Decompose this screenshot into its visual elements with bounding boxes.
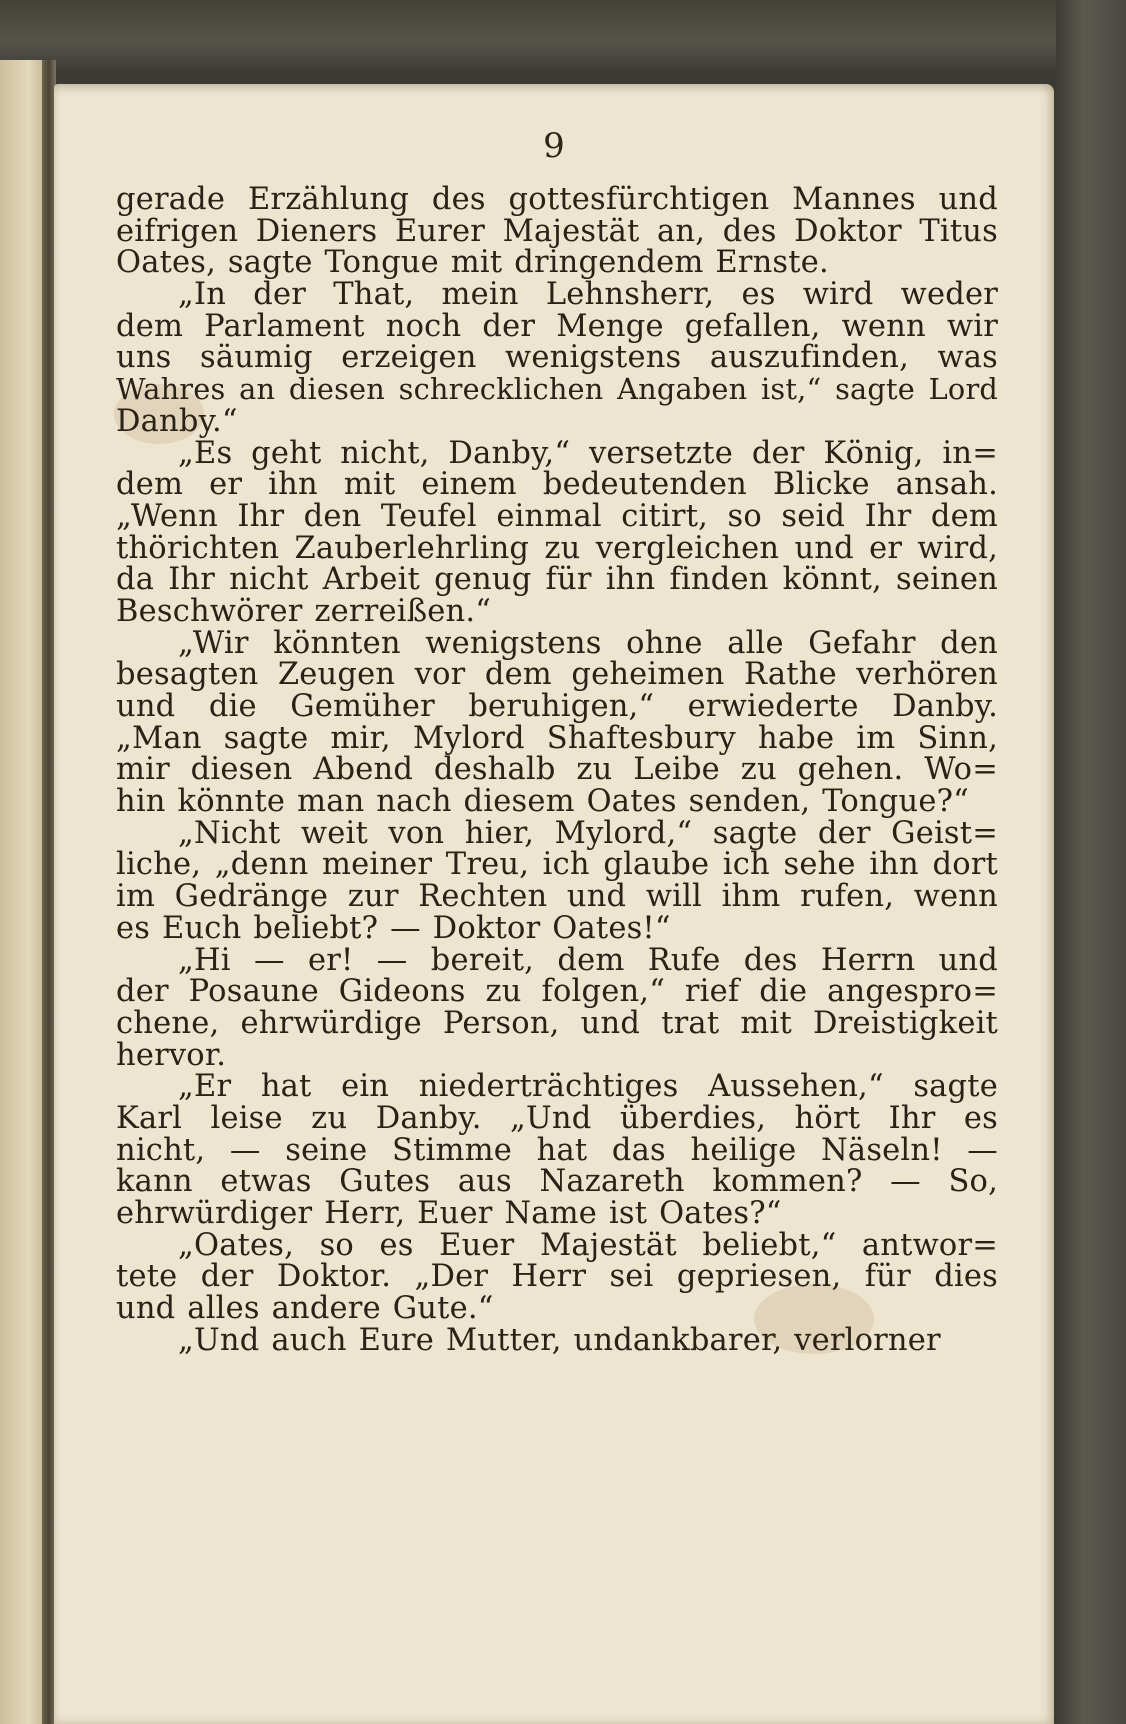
text-line: es Euch beliebt? — Doktor Oates!“ [116, 910, 671, 946]
page-number: 9 [543, 126, 565, 166]
text-line: tete der Doktor. „Der Herr sei gepriesen, für dies [116, 1259, 998, 1295]
text-line: im Gedränge zur Rechten und will ihm rufen, wenn [116, 879, 998, 915]
text-line: liche, „denn meiner Treu, ich glaube ich sehe ihn dort [116, 847, 998, 883]
paragraph [116, 184, 998, 279]
text-line: eifrigen Dieners Eurer Majestät an, des Doktor Titus [116, 213, 998, 249]
paragraph [116, 815, 998, 946]
text-line: hin könnte man nach diesem Oates senden, Tongue?“ [116, 784, 969, 820]
paragraph [116, 625, 998, 820]
text-line: „Man sagte mir, Mylord Shaftesbury habe im Sinn, [116, 720, 998, 756]
paragraph [116, 1227, 998, 1327]
text-line: dem er ihn mit einem bedeutenden Blicke ansah. [116, 467, 998, 503]
book-cover-top [0, 0, 1126, 70]
text-line: da Ihr nicht Arbeit genug für ihn finden könnt, seinen [116, 562, 998, 598]
body-text [116, 184, 998, 1356]
text-line: kann etwas Gutes aus Nazareth kommen? — So, [116, 1164, 998, 1200]
text-line: nicht, — seine Stimme hat das heilige Näseln! — [116, 1132, 998, 1168]
text-line: thörichten Zauberlehrling zu vergleichen und er wird, [116, 530, 998, 566]
text-line: „Und auch Eure Mutter, undankbarer, verlorner [178, 1322, 941, 1358]
text-line: „Er hat ein niederträchtiges Aussehen,“ sagte [178, 1069, 998, 1105]
paragraph [116, 435, 998, 629]
text-line: „In der That, mein Lehnsherr, es wird weder [178, 277, 998, 313]
text-line: „Wenn Ihr den Teufel einmal citirt, so seid Ihr dem [116, 498, 998, 534]
paragraph [116, 279, 998, 437]
book-cover-edge [1056, 0, 1126, 1724]
text-line: gerade Erzählung des gottesfürchtigen Mannes und [116, 182, 998, 217]
text-line: „Es geht nicht, Danby,“ versetzte der König, in= [178, 435, 998, 471]
book-page [54, 84, 1054, 1724]
text-line: der Posaune Gideons zu folgen,“ rief die angespro= [116, 974, 998, 1010]
text-line: und alles andere Gute.“ [116, 1291, 494, 1327]
text-line: „Oates, so es Euer Majestät beliebt,“ antwor= [178, 1227, 998, 1263]
text-line: „Nicht weit von hier, Mylord,“ sagte der Geist= [178, 815, 998, 851]
text-line: Karl leise zu Danby. „Und überdies, hört Ihr es [116, 1100, 998, 1136]
text-line: chene, ehrwürdige Person, und trat mit Dreistigkeit [116, 1005, 998, 1041]
text-line: ehrwürdiger Herr, Euer Name ist Oates?“ [116, 1196, 782, 1231]
paragraph [116, 1071, 998, 1229]
text-line: hervor. [116, 1037, 227, 1073]
text-line: mir diesen Abend deshalb zu Leibe zu gehen. Wo= [116, 752, 998, 788]
paragraph [116, 942, 998, 1073]
text-line: „Hi — er! — bereit, dem Rufe des Herrn und [178, 942, 998, 978]
text-line: Wahres an diesen schrecklichen Angaben ist,“ sagte Lord [116, 372, 998, 407]
text-line: und die Gemüher beruhigen,“ erwiederte Danby. [116, 689, 998, 724]
text-line: uns säumig erzeigen wenigstens auszufinden, was [116, 340, 998, 376]
text-line: Danby.“ [116, 403, 238, 439]
paragraph [116, 1322, 998, 1358]
text-line: „Wir könnten wenigstens ohne alle Gefahr den [178, 625, 998, 661]
text-line: Beschwörer zerreißen.“ [116, 593, 492, 629]
text-line: dem Parlament noch der Menge gefallen, wenn wir [116, 308, 998, 344]
facing-page-edge [0, 60, 48, 1724]
text-line: Oates, sagte Tongue mit dringendem Ernste. [116, 245, 829, 281]
text-line: besagten Zeugen vor dem geheimen Rathe verhören [116, 657, 998, 693]
